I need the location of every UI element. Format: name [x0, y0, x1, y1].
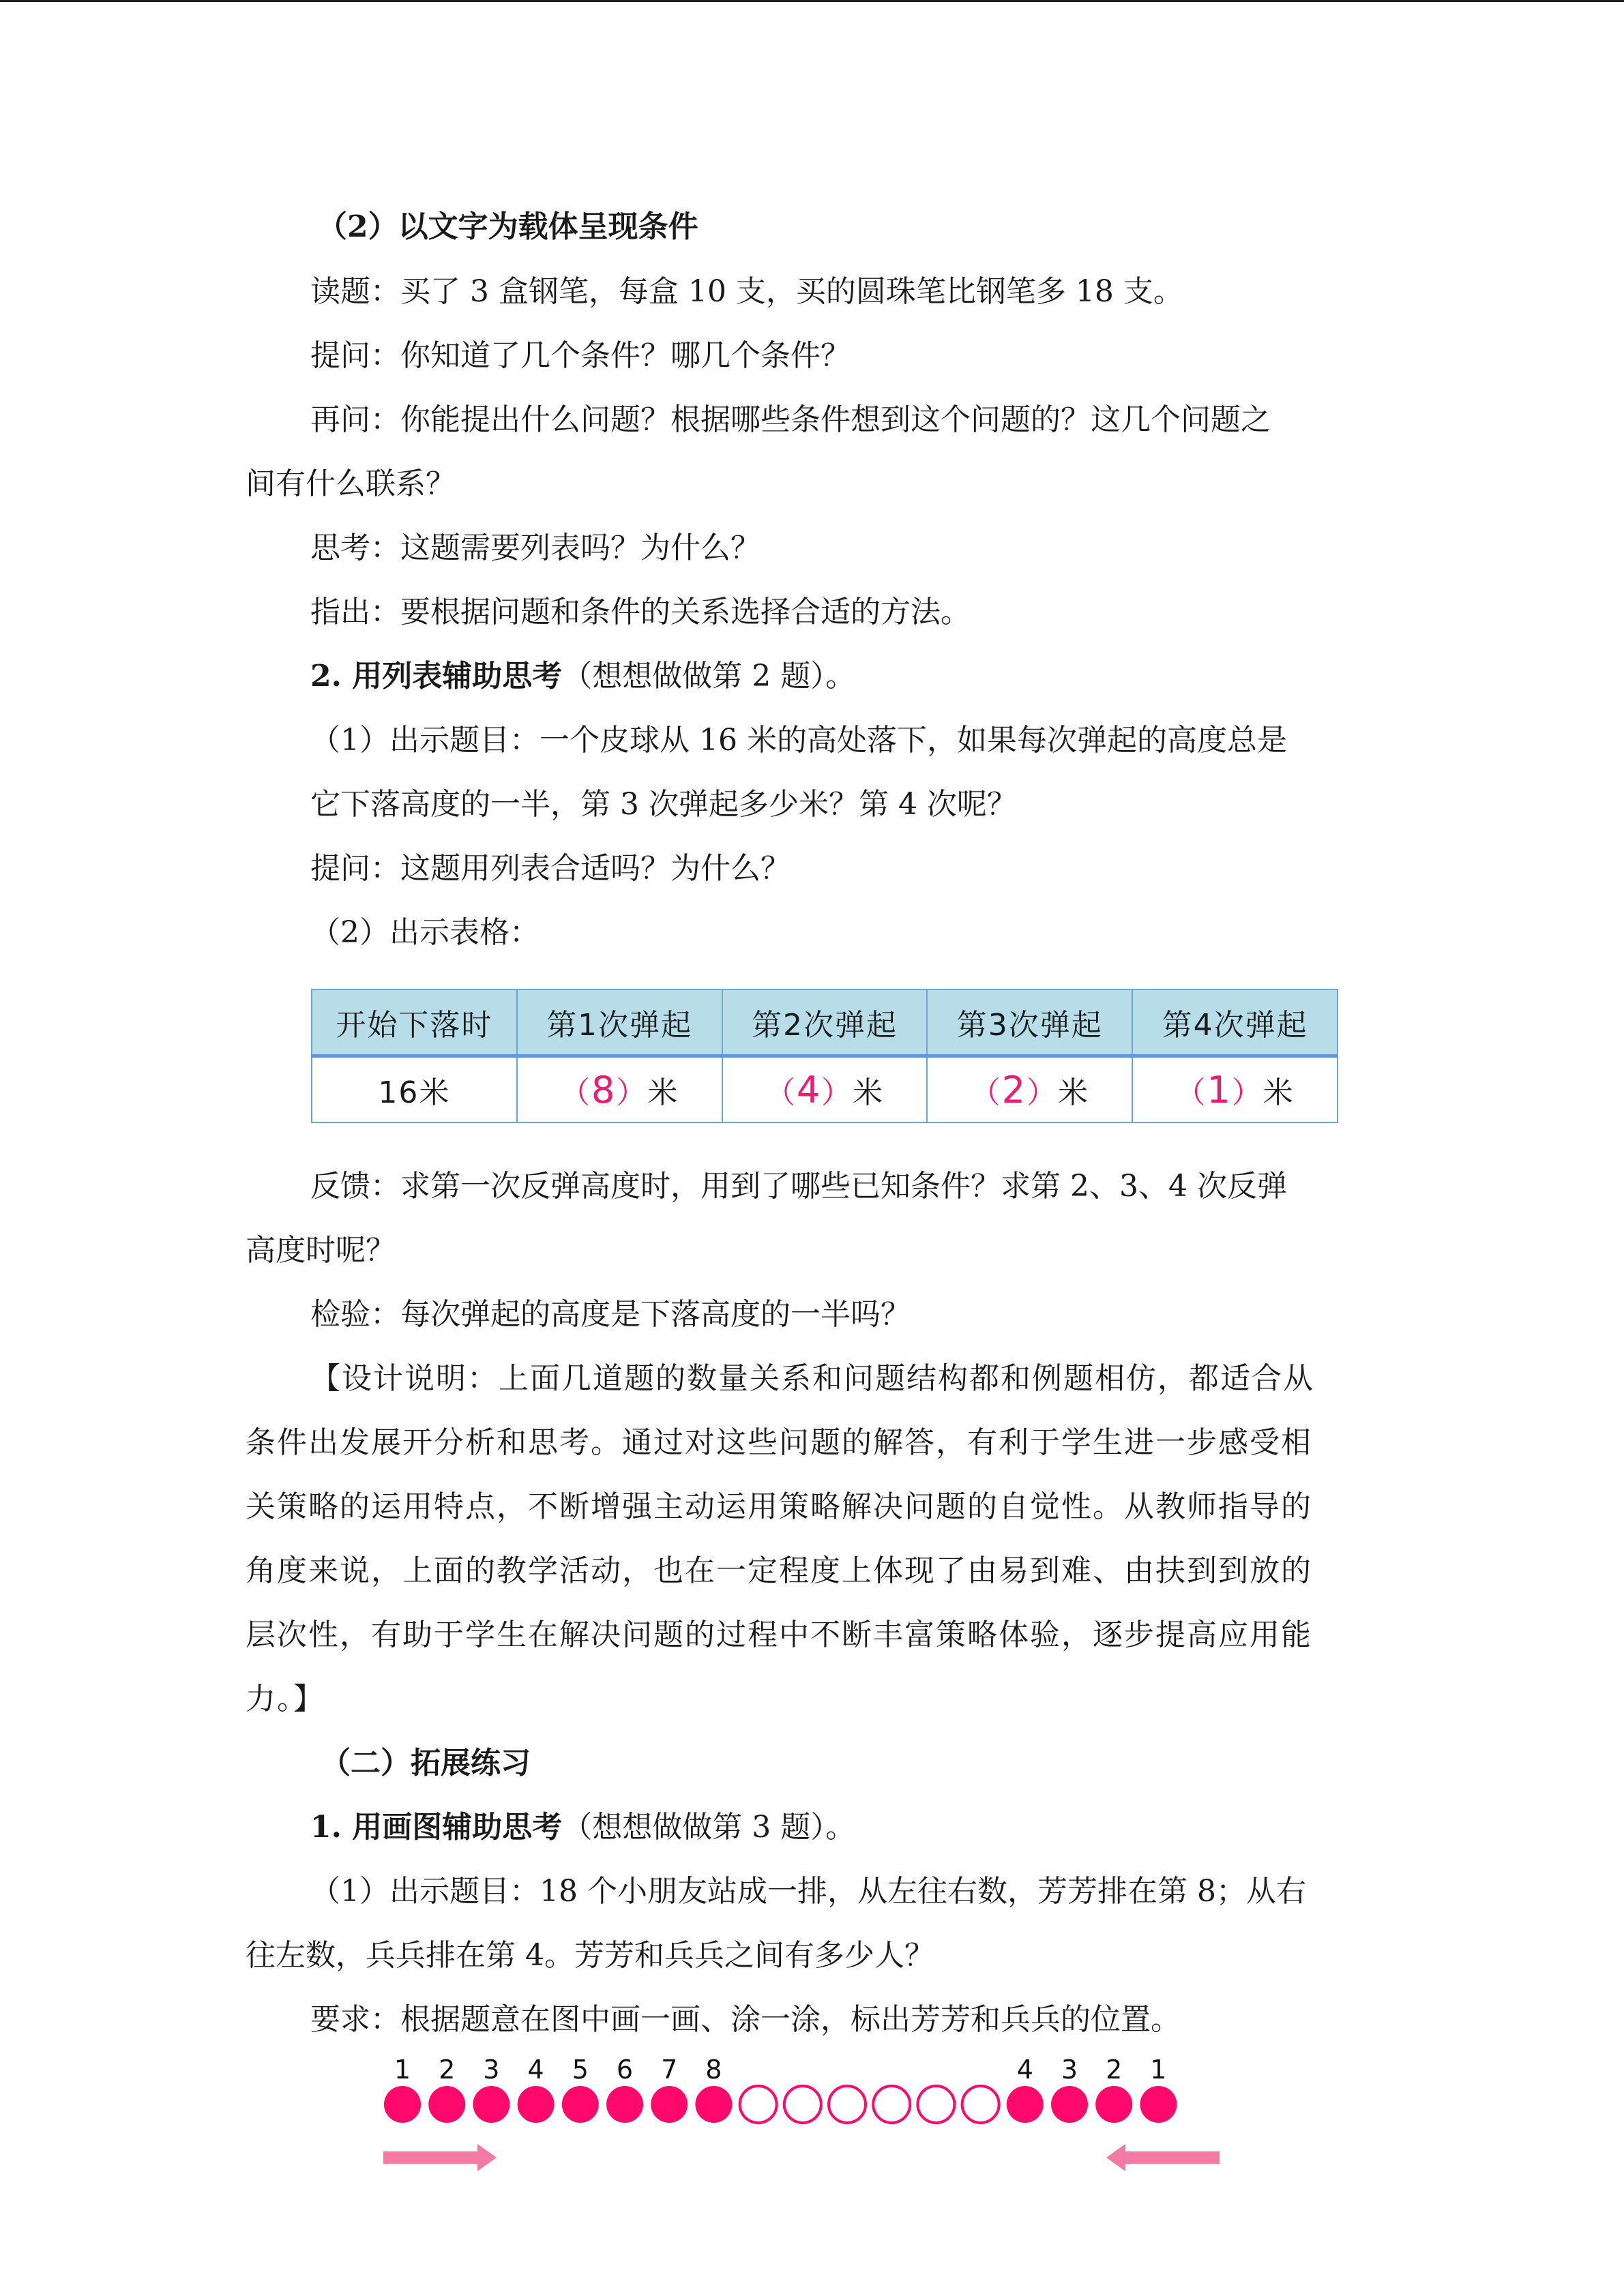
- person-empty: [873, 2086, 910, 2123]
- person-filled: [1140, 2086, 1177, 2123]
- paragraph-queue-problem-1: （1）出示题目：18 个小朋友站成一排，从左往右数，芳芳排在第 8；从右: [310, 1874, 1306, 1909]
- answer-value: 8: [591, 1069, 617, 1112]
- cell-start-height: 16米: [312, 1056, 517, 1123]
- person-empty: [784, 2086, 821, 2123]
- person-filled: [606, 2086, 643, 2123]
- paragraph-queue-problem-2: 往左数，兵兵排在第 4。芳芳和兵兵之间有多少人？: [246, 1938, 934, 1973]
- design-note-line-5: 层次性，有助于学生在解决问题的过程中不断丰富策略体验，逐步提高应用能: [246, 1617, 1312, 1652]
- section-heading-extension: （二）拓展练习: [321, 1746, 531, 1780]
- person-empty: [917, 2086, 954, 2123]
- paragraph-feedback-2: 高度时呢？: [246, 1233, 396, 1268]
- left-count-label: 3: [483, 2055, 500, 2085]
- person-filled: [562, 2086, 599, 2123]
- person-filled: [428, 2086, 465, 2123]
- answer-value: 1: [1207, 1069, 1232, 1112]
- left-count-label: 6: [616, 2055, 634, 2085]
- person-filled: [1007, 2086, 1044, 2123]
- answer-value: 4: [796, 1069, 822, 1112]
- left-count-label: 1: [394, 2055, 411, 2085]
- right-count-label: 1: [1150, 2055, 1167, 2085]
- person-filled: [651, 2086, 688, 2123]
- cell-bounce-1: （8）米: [517, 1056, 722, 1123]
- person-empty: [962, 2086, 999, 2123]
- right-count-label: 2: [1106, 2055, 1123, 2085]
- right-count-label: 4: [1016, 2055, 1033, 2085]
- design-note-line-6: 力。】: [246, 1682, 325, 1716]
- paragraph-read-problem: 读题：买了 3 盒钢笔，每盒 10 支，买的圆珠笔比钢笔多 18 支。: [310, 274, 1183, 309]
- subheading-drawing-method-ref: （想想做做第 3 题）。: [562, 1810, 856, 1845]
- person-filled: [384, 2086, 421, 2123]
- left-count-label: 7: [661, 2055, 678, 2085]
- cell-bounce-3: （2）米: [927, 1056, 1132, 1123]
- person-empty: [740, 2086, 777, 2123]
- person-filled: [1095, 2086, 1132, 2123]
- paragraph-think: 思考：这题需要列表吗？为什么？: [310, 531, 761, 565]
- section-heading-text-conditions: （2）以文字为载体呈现条件: [317, 209, 698, 244]
- paragraph-ask-table: 提问：这题用列表合适吗？为什么？: [310, 851, 791, 886]
- header-bounce-4: 第4次弹起: [1132, 989, 1338, 1056]
- design-note-line-3: 关策略的运用特点，不断增强主动运用策略解决问题的自觉性。从教师指导的: [246, 1489, 1312, 1524]
- left-count-label: 2: [439, 2055, 456, 2085]
- paragraph-requirement: 要求：根据题意在图中画一画、涂一涂，标出芳芳和兵兵的位置。: [310, 2002, 1181, 2037]
- right-count-label: 3: [1061, 2055, 1078, 2085]
- header-bounce-2: 第2次弹起: [722, 989, 928, 1056]
- right-to-left-arrow-icon: [1106, 2144, 1220, 2171]
- paragraph-ask-again-2: 间有什么联系？: [246, 466, 456, 501]
- cell-bounce-4: （1）米: [1132, 1056, 1338, 1123]
- header-bounce-1: 第1次弹起: [517, 989, 722, 1056]
- header-start: 开始下落时: [312, 989, 517, 1056]
- left-to-right-arrow-icon: [383, 2144, 497, 2171]
- paragraph-point-out: 指出：要根据问题和条件的关系选择合适的方法。: [310, 595, 971, 629]
- left-count-label: 8: [705, 2055, 722, 2085]
- subheading-table-method-bold: 2. 用列表辅助思考: [310, 659, 563, 694]
- paragraph-show-problem-2: 它下落高度的一半，第 3 次弹起多少米？第 4 次呢？: [310, 787, 1017, 822]
- left-count-label: 5: [572, 2055, 589, 2085]
- person-filled: [695, 2086, 732, 2123]
- design-note-line-2: 条件出发展开分析和思考。通过对这些问题的解答，有利于学生进一步感受相: [246, 1425, 1312, 1460]
- answer-value: 2: [1001, 1069, 1027, 1112]
- paragraph-ask-conditions: 提问：你知道了几个条件？哪几个条件？: [310, 338, 851, 373]
- left-count-label: 4: [527, 2055, 544, 2085]
- paragraph-show-table: （2）出示表格：: [310, 915, 540, 950]
- person-empty: [829, 2086, 866, 2123]
- person-filled: [473, 2086, 510, 2123]
- subheading-drawing-method-bold: 1. 用画图辅助思考: [310, 1810, 563, 1845]
- cell-bounce-2: （4）米: [722, 1056, 928, 1123]
- paragraph-ask-again-1: 再问：你能提出什么问题？根据哪些条件想到这个问题的？这几个问题之: [310, 402, 1271, 437]
- paragraph-show-problem-1: （1）出示题目：一个皮球从 16 米的高处落下，如果每次弹起的高度总是: [310, 723, 1287, 758]
- paragraph-verify: 检验：每次弹起的高度是下落高度的一半吗？: [310, 1297, 911, 1332]
- person-filled: [518, 2086, 555, 2123]
- subheading-table-method-ref: （想想做做第 2 题）。: [562, 659, 856, 694]
- person-filled: [1051, 2086, 1088, 2123]
- header-bounce-3: 第3次弹起: [927, 989, 1132, 1056]
- design-note-line-1: 【设计说明：上面几道题的数量关系和问题结构都和例题相仿，都适合从: [310, 1361, 1314, 1396]
- design-note-line-4: 角度来说，上面的教学活动，也在一定程度上体现了由易到难、由扶到到放的: [246, 1553, 1312, 1588]
- paragraph-feedback-1: 反馈：求第一次反弹高度时，用到了哪些已知条件？求第 2、3、4 次反弹: [310, 1169, 1287, 1204]
